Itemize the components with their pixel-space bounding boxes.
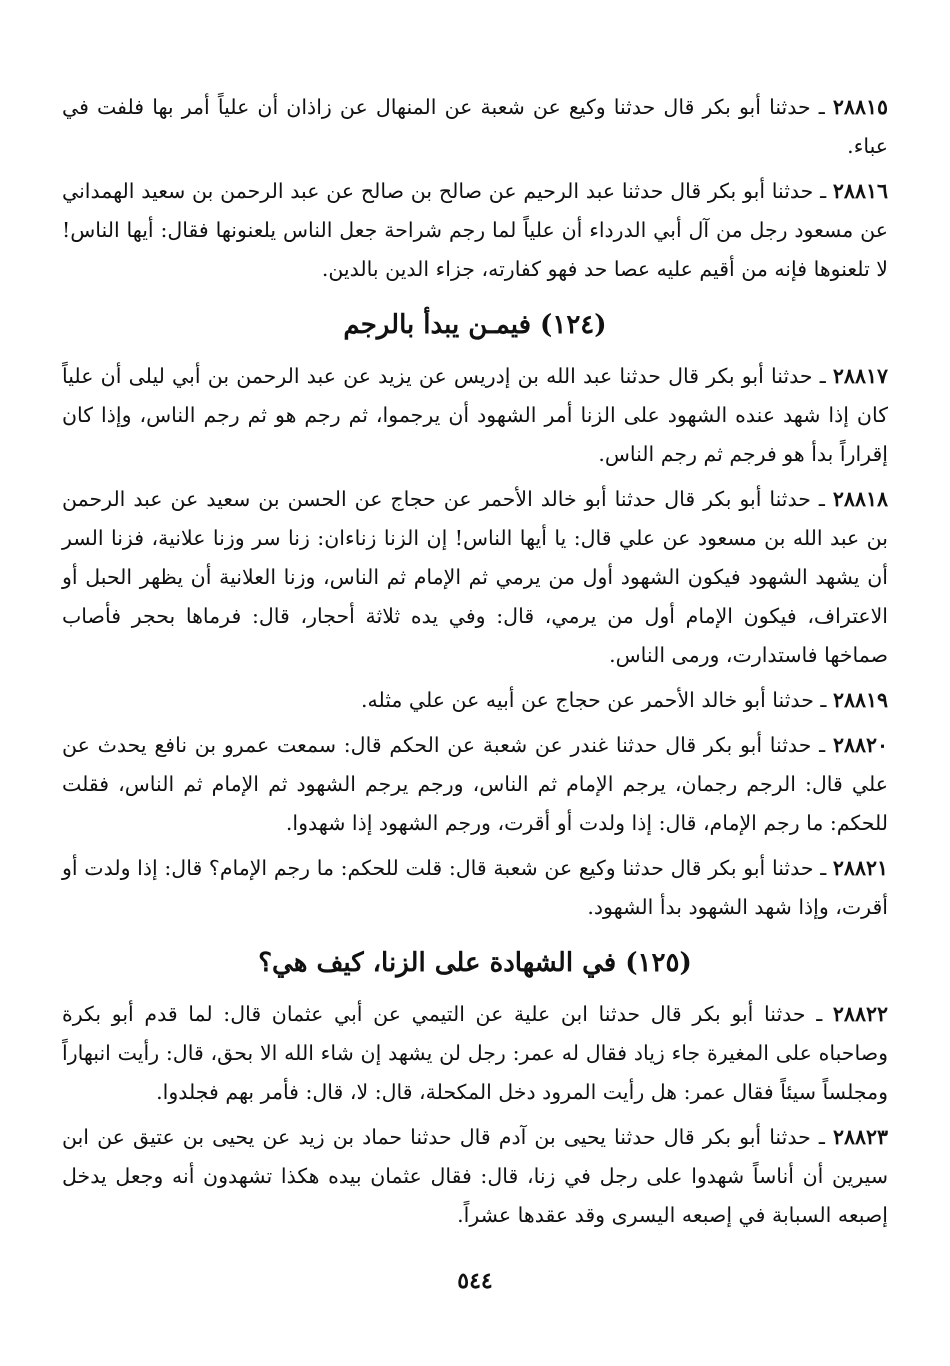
hadith-paragraph: ٢٨٨١٨ ـ حدثنا أبو بكر قال حدثنا أبو خالد الأحمر عن حجاج عن الحسن بن سعيد عن عبد الرحمن بن عبد الله بن مسعود عن علي قال: يا أيها الناس! إن الزنا زناءان: زنا سر وزنا علانية، فزنا السر أن يشهد الشهود فيكون الشهود أول من يرمي ثم الإمام ثم الناس، وزنا العلانية أن يظهر الحبل أو الاعتراف، فيكون الإمام أول من يرمي، قال: وفي يده ثلاثة أحجار، قال: فرماها بحجر فأصاب صماخها فاستدارت، ورمى الناس. <box>62 487 888 667</box>
hadith-paragraph: ٢٨٨١٦ ـ حدثنا أبو بكر قال حدثنا عبد الرحيم عن صالح بن صالح عن عبد الرحمن بن سعيد الهمداني عن مسعود رجل من آل أبي الدرداء أن علياً لما رجم شراحة جعل الناس يلعنونها فقال: أيها الناس! لا تلعنوها فإنه من أقيم عليه عصا حد فهو كفارته، جزاء الدين بالدين. <box>62 179 888 281</box>
hadith-text: حدثنا أبو بكر قال حدثنا أبو خالد الأحمر عن حجاج عن الحسن بن سعيد عن عبد الرحمن بن عبد الله بن مسعود عن علي قال: يا أيها الناس! إن الزنا زناءان: زنا سر وزنا علانية، فزنا السر أن يشهد الشهود فيكون الشهود أول من يرمي ثم الإمام ثم الناس، وزنا العلانية أن يظهر الحبل أو الاعتراف، فيكون الإمام أول من يرمي، قال: وفي يده ثلاثة أحجار، قال: فرماها بحجر فأصاب صماخها فاستدارت، ورمى الناس. <box>62 487 888 667</box>
hadith-number: ٢٨٨٢٣ <box>832 1125 888 1149</box>
chapter-heading-125: (١٢٥) في الشهادة على الزنا، كيف هي؟ <box>258 948 692 978</box>
hadith-paragraph: ٢٨٨١٩ ـ حدثنا أبو خالد الأحمر عن حجاج عن أبيه عن علي مثله. <box>360 688 888 712</box>
hadith-text: حدثنا أبو بكر قال حدثنا غندر عن شعبة عن الحكم قال: سمعت عمرو بن نافع يحدث عن علي قال: الرجم رجمان، يرجم الإمام ثم الناس، ورجم يرجم الشهود ثم الإمام ثم الناس، فقلت للحكم: ما رجم الإمام، قال: إذا ولدت أو أقرت، ورجم الشهود إذا شهدوا. <box>62 733 888 835</box>
hadith-paragraph: ٢٨٨٢٣ ـ حدثنا أبو بكر قال حدثنا يحيى بن آدم قال حدثنا حماد بن زيد عن يحيى بن عتيق عن ابن سيرين أن أناساً شهدوا على رجل في زنا، قال: فقال عثمان بيده هكذا تشهدون أنه وجعل يدخل إصبعه السبابة في إصبعه اليسرى وقد عقدها عشراً. <box>62 1125 888 1227</box>
hadith-paragraph: ٢٨٨٢٠ ـ حدثنا أبو بكر قال حدثنا غندر عن شعبة عن الحكم قال: سمعت عمرو بن نافع يحدث عن علي قال: الرجم رجمان، يرجم الإمام ثم الناس، ورجم يرجم الشهود ثم الإمام ثم الناس، فقلت للحكم: ما رجم الإمام، قال: إذا ولدت أو أقرت، ورجم الشهود إذا شهدوا. <box>62 733 888 835</box>
hadith-text: حدثنا أبو خالد الأحمر عن حجاج عن أبيه عن علي مثله. <box>360 688 814 712</box>
hadith-text: حدثنا أبو بكر قال حدثنا عبد الله بن إدريس عن يزيد عن عبد الرحمن بن أبي ليلى أن علياً كان إذا شهد عنده الشهود على الزنا أمر الشهود أن يرجموا، ثم رجم هو ثم رجم الناس، وإذا كان إقراراً بدأ هو فرجم ثم رجم الناس. <box>62 364 888 466</box>
hadith-number: ٢٨٨٢٠ <box>832 733 888 757</box>
hadith-text: حدثنا أبو بكر قال حدثنا ابن علية عن التيمي عن أبي عثمان قال: لما قدم أبو بكرة وصاحباه على المغيرة جاء زياد فقال له عمر: رجل لن يشهد إن شاء الله الا بحق، قال: رأيت انبهاراً ومجلساً سيئاً فقال عمر: هل رأيت المرود دخل المكحلة، قال: لا، قال: فأمر بهم فجلدوا. <box>62 1002 888 1104</box>
hadith-paragraph: ٢٨٨١٥ ـ حدثنا أبو بكر قال حدثنا وكيع عن شعبة عن المنهال عن زاذان أن علياً أمر بها فلفت في عباء. <box>62 95 888 158</box>
hadith-number: ٢٨٨٢٢ <box>832 1002 888 1026</box>
hadith-number: ٢٨٨١٧ <box>832 364 888 388</box>
hadith-text: حدثنا أبو بكر قال حدثنا وكيع عن شعبة عن المنهال عن زاذان أن علياً أمر بها فلفت في عباء. <box>62 95 888 158</box>
hadith-number: ٢٨٨٢١ <box>832 856 888 880</box>
document-page <box>62 88 888 1338</box>
hadith-text: حدثنا أبو بكر قال حدثنا عبد الرحيم عن صالح بن صالح عن عبد الرحمن بن سعيد الهمداني عن مسعود رجل من آل أبي الدرداء أن علياً لما رجم شراحة جعل الناس يلعنونها فقال: أيها الناس! لا تلعنوها فإنه من أقيم عليه عصا حد فهو كفارته، جزاء الدين بالدين. <box>62 179 888 281</box>
chapter-heading-124: (١٢٤) فيمـن يبدأ بالرجم <box>343 310 607 340</box>
hadith-text: حدثنا أبو بكر قال حدثنا وكيع عن شعبة قال: قلت للحكم: ما رجم الإمام؟ قال: إذا ولدت أو أقرت، وإذا شهد الشهود بدأ الشهود. <box>62 856 888 919</box>
hadith-paragraph: ٢٨٨٢١ ـ حدثنا أبو بكر قال حدثنا وكيع عن شعبة قال: قلت للحكم: ما رجم الإمام؟ قال: إذا ولدت أو أقرت، وإذا شهد الشهود بدأ الشهود. <box>62 856 888 919</box>
hadith-number: ٢٨٨١٨ <box>832 487 888 511</box>
hadith-text: حدثنا أبو بكر قال حدثنا يحيى بن آدم قال حدثنا حماد بن زيد عن يحيى بن عتيق عن ابن سيرين أن أناساً شهدوا على رجل في زنا، قال: فقال عثمان بيده هكذا تشهدون أنه وجعل يدخل إصبعه السبابة في إصبعه اليسرى وقد عقدها عشراً. <box>62 1125 888 1227</box>
hadith-paragraph: ٢٨٨٢٢ ـ حدثنا أبو بكر قال حدثنا ابن علية عن التيمي عن أبي عثمان قال: لما قدم أبو بكرة وصاحباه على المغيرة جاء زياد فقال له عمر: رجل لن يشهد إن شاء الله الا بحق، قال: رأيت انبهاراً ومجلساً سيئاً فقال عمر: هل رأيت المرود دخل المكحلة، قال: لا، قال: فأمر بهم فجلدوا. <box>62 1002 888 1104</box>
hadith-number: ٢٨٨١٥ <box>832 95 888 119</box>
hadith-number: ٢٨٨١٦ <box>832 179 888 203</box>
page-number: ٥٤٤ <box>457 1268 493 1294</box>
hadith-number: ٢٨٨١٩ <box>832 688 888 712</box>
hadith-paragraph: ٢٨٨١٧ ـ حدثنا أبو بكر قال حدثنا عبد الله بن إدريس عن يزيد عن عبد الرحمن بن أبي ليلى أن علياً كان إذا شهد عنده الشهود على الزنا أمر الشهود أن يرجموا، ثم رجم هو ثم رجم الناس، وإذا كان إقراراً بدأ هو فرجم ثم رجم الناس. <box>62 364 888 466</box>
